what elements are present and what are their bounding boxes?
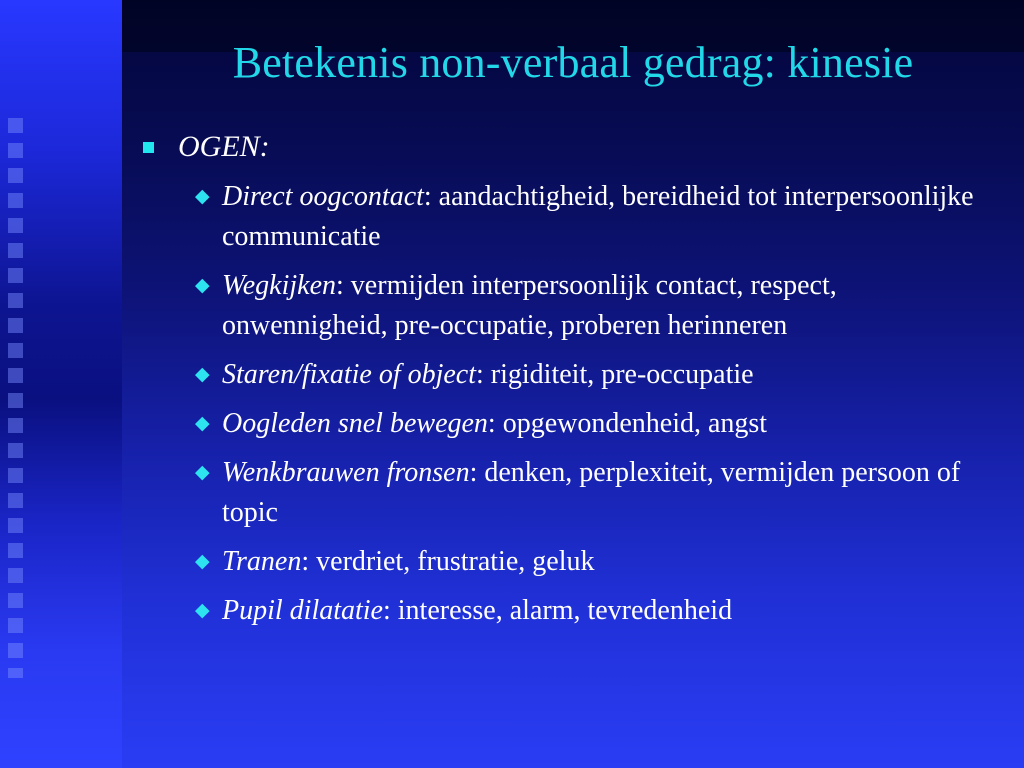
slide-body bbox=[136, 128, 996, 640]
list-item bbox=[136, 591, 996, 631]
item-description: : vermijden interpersoonlijk contact, respect, onwennigheid, pre-occupatie, proberen herinneren bbox=[222, 270, 837, 341]
item-term: Tranen bbox=[222, 546, 302, 577]
item-term: Staren/fixatie of object bbox=[222, 359, 477, 390]
item-description: : rigiditeit, pre-occupatie bbox=[476, 359, 754, 390]
sub-bullet-list bbox=[136, 177, 996, 631]
diamond-bullet-icon: ◆ bbox=[195, 600, 210, 621]
square-bullet-icon bbox=[143, 142, 154, 153]
diamond-bullet-icon: ◆ bbox=[195, 186, 210, 207]
item-term: Oogleden snel bewegen bbox=[222, 408, 488, 439]
bullet-level1-ogen bbox=[136, 128, 996, 166]
list-item bbox=[136, 542, 996, 582]
diamond-bullet-icon: ◆ bbox=[195, 462, 210, 483]
list-item bbox=[136, 177, 996, 257]
item-description: : verdriet, frustratie, geluk bbox=[301, 546, 595, 577]
diamond-bullet-icon: ◆ bbox=[195, 364, 210, 385]
item-term: Direct oogcontact bbox=[222, 181, 424, 212]
heading-ogen: OGEN: bbox=[178, 130, 270, 163]
list-item bbox=[136, 355, 996, 395]
item-description: : opgewondenheid, angst bbox=[487, 408, 768, 439]
list-item bbox=[136, 404, 996, 444]
list-item bbox=[136, 453, 996, 533]
item-description: : aandachtigheid, bereidheid tot interpersoonlijke communicatie bbox=[222, 181, 974, 252]
item-description: : interesse, alarm, tevredenheid bbox=[383, 595, 733, 626]
slide-title: Betekenis non-verbaal gedrag: kinesie bbox=[232, 38, 914, 87]
left-decorative-band bbox=[0, 0, 122, 768]
decorative-squares bbox=[8, 118, 28, 678]
list-item bbox=[136, 266, 996, 346]
diamond-bullet-icon: ◆ bbox=[195, 413, 210, 434]
item-description: : denken, perplexiteit, vermijden persoon of topic bbox=[222, 457, 961, 528]
diamond-bullet-icon: ◆ bbox=[195, 275, 210, 296]
diamond-bullet-icon: ◆ bbox=[195, 551, 210, 572]
item-term: Wegkijken bbox=[222, 270, 337, 301]
item-term: Pupil dilatatie bbox=[222, 595, 383, 626]
item-term: Wenkbrauwen fronsen bbox=[222, 457, 470, 488]
